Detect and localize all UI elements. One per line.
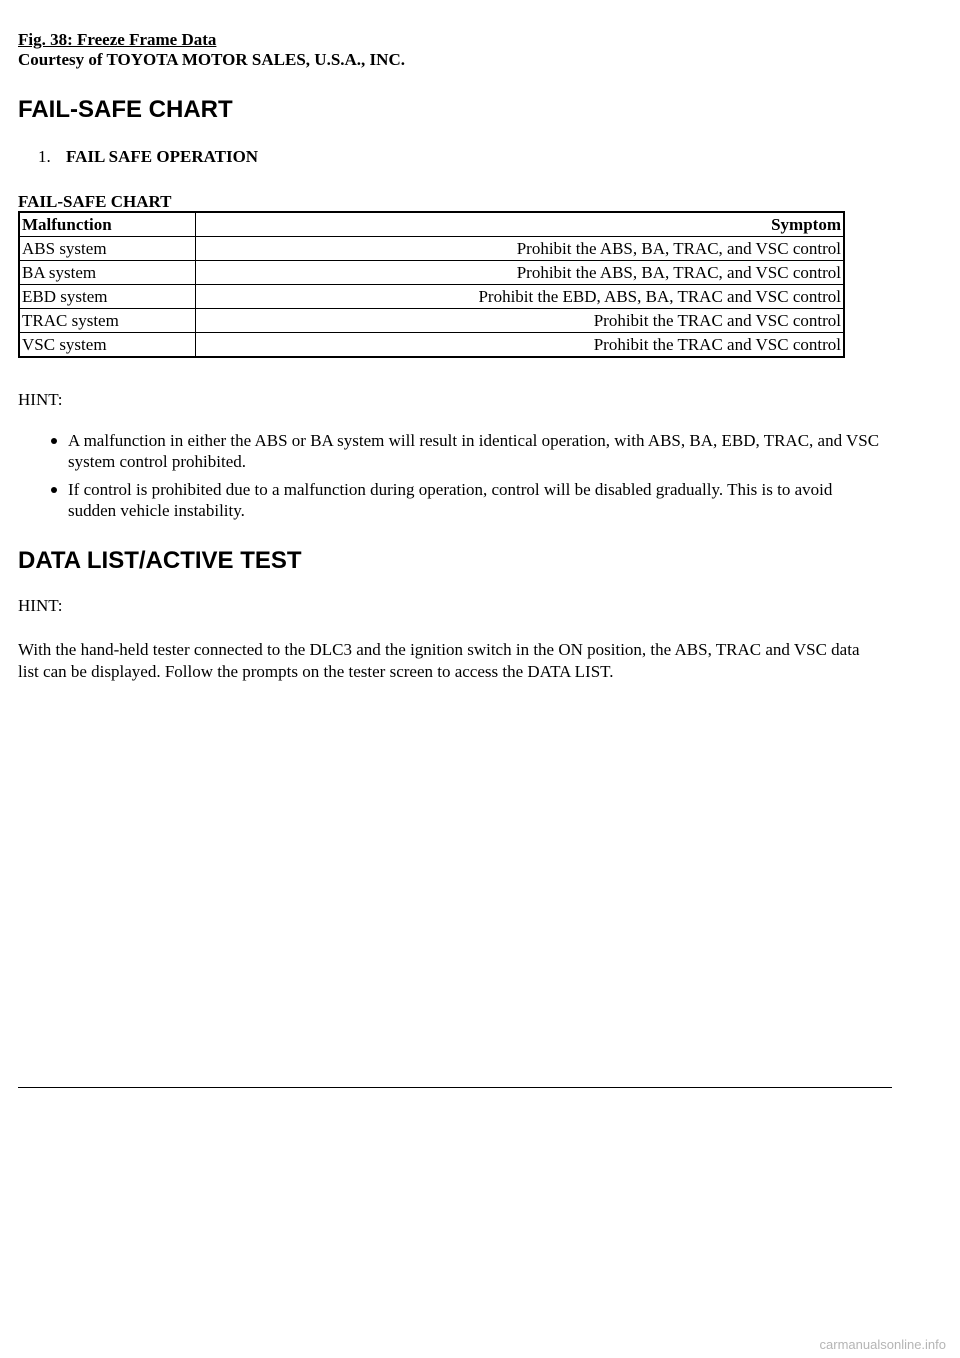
malfunction-cell: VSC system [19, 333, 196, 358]
watermark-text: carmanualsonline.info [819, 1337, 946, 1352]
symptom-cell: Prohibit the EBD, ABS, BA, TRAC and VSC control [196, 285, 845, 309]
fail-safe-table [18, 211, 845, 358]
list-item [48, 479, 883, 521]
list-item [48, 430, 883, 472]
data-list-paragraph: With the hand-held tester connected to the DLC3 and the ignition switch in the ON position, the ABS, TRAC and VSC data list can be displayed. Follow the prompts on the tester screen to access the DATA LIST. [18, 640, 860, 681]
hint-text: If control is prohibited due to a malfunction during operation, control will be disabled gradually. This is to avoid sudden vehicle instability. [68, 480, 833, 520]
step-item [38, 147, 258, 167]
malfunction-cell: ABS system [19, 237, 196, 261]
table-header-row [19, 212, 844, 237]
hint-text: A malfunction in either the ABS or BA system will result in identical operation, with ABS, BA, EBD, TRAC, and VSC system control prohibited. [68, 431, 880, 471]
column-header-malfunction: Malfunction [19, 212, 196, 237]
malfunction-cell: EBD system [19, 285, 196, 309]
page-divider [18, 1087, 892, 1088]
table-title: FAIL-SAFE CHART [18, 192, 172, 211]
table-row [19, 261, 844, 285]
malfunction-cell: TRAC system [19, 309, 196, 333]
step-number: 1. [38, 147, 51, 166]
table-row [19, 237, 844, 261]
hint-label: HINT: [18, 596, 63, 615]
hint-list [48, 430, 883, 528]
figure-caption [18, 30, 898, 70]
figure-courtesy: Courtesy of TOYOTA MOTOR SALES, U.S.A., INC. [18, 50, 405, 69]
table-row [19, 333, 844, 358]
symptom-cell: Prohibit the ABS, BA, TRAC, and VSC control [196, 237, 845, 261]
bullet-icon [51, 438, 57, 444]
symptom-cell: Prohibit the TRAC and VSC control [196, 333, 845, 358]
step-label: FAIL SAFE OPERATION [66, 147, 259, 166]
malfunction-cell: BA system [19, 261, 196, 285]
symptom-cell: Prohibit the TRAC and VSC control [196, 309, 845, 333]
fail-safe-heading: FAIL-SAFE CHART [18, 96, 233, 123]
data-list-heading: DATA LIST/ACTIVE TEST [18, 547, 302, 574]
bullet-icon [51, 487, 57, 493]
column-header-symptom: Symptom [196, 212, 845, 237]
table-row [19, 285, 844, 309]
symptom-cell: Prohibit the ABS, BA, TRAC, and VSC control [196, 261, 845, 285]
table-row [19, 309, 844, 333]
figure-title: Fig. 38: Freeze Frame Data [18, 30, 217, 49]
hint-label: HINT: [18, 390, 63, 409]
document-page [18, 30, 898, 681]
